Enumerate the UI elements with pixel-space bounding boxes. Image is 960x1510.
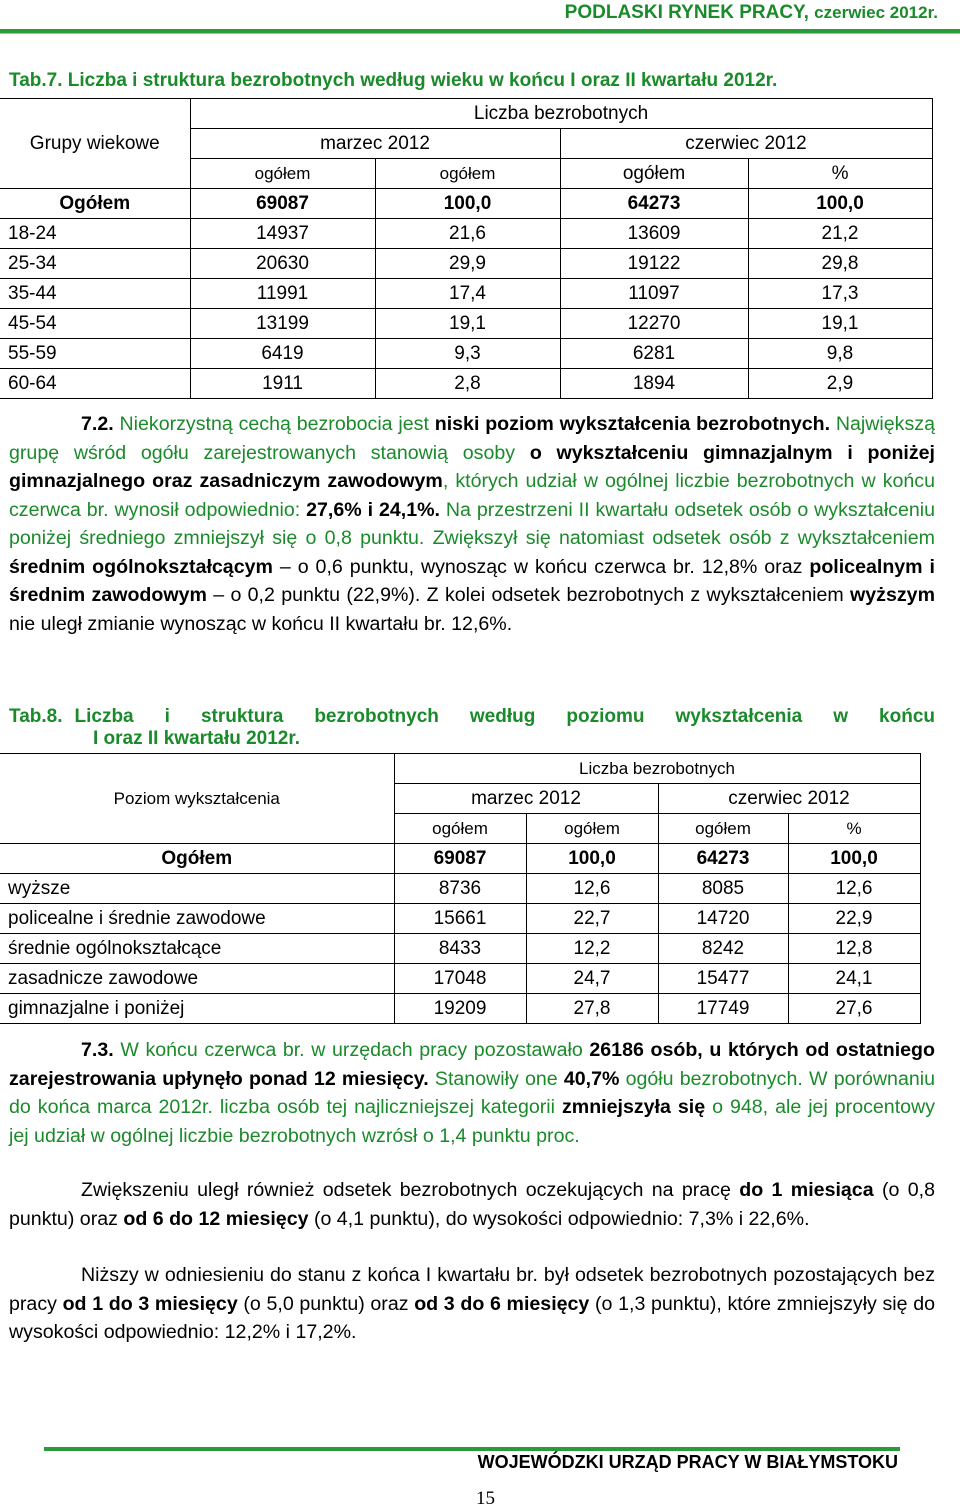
table-row-label: zasadnicze zawodowe xyxy=(0,964,394,994)
table7-total-row xyxy=(0,189,932,219)
table-cell: 69087 xyxy=(394,844,526,874)
table7-col-group: Grupy wiekowe xyxy=(0,129,190,159)
table-cell: 12270 xyxy=(560,309,748,339)
text-run: Największą grupę wśród ogółu zarejestrowanych stanowią osoby xyxy=(9,413,935,464)
table-cell: 64273 xyxy=(560,189,748,219)
table-cell: 22,7 xyxy=(526,904,658,934)
bold-run: od 1 do 3 miesięcy xyxy=(62,1292,238,1315)
paragraph-duration-increase xyxy=(9,1176,935,1233)
table-cell: 9,8 xyxy=(748,339,932,369)
table-row-label: średnie ogólnokształcące xyxy=(0,934,394,964)
table-cell: 69087 xyxy=(190,189,375,219)
table-cell: 17,4 xyxy=(375,279,560,309)
table-row xyxy=(0,369,932,399)
paragraph-duration-decrease xyxy=(9,1261,935,1347)
section-number: 7.2. xyxy=(81,413,114,435)
table-row-label: 18-24 xyxy=(0,219,190,249)
table8-education-levels xyxy=(0,753,921,1024)
table7-corner xyxy=(0,99,190,129)
table-row xyxy=(0,339,932,369)
table7-age-groups xyxy=(0,98,933,399)
table-cell: 24,7 xyxy=(526,964,658,994)
table-cell: 21,2 xyxy=(748,219,932,249)
table-row xyxy=(0,309,932,339)
table8-subheader: ogółem xyxy=(658,814,788,844)
table-cell: 15477 xyxy=(658,964,788,994)
table-cell: 6281 xyxy=(560,339,748,369)
table-row-label: 55-59 xyxy=(0,339,190,369)
table-cell: 19,1 xyxy=(748,309,932,339)
table-row-label: Ogółem xyxy=(0,189,190,219)
footer-org: WOJEWÓDZKI URZĄD PRACY W BIAŁYMSTOKU xyxy=(477,1452,898,1472)
table-row xyxy=(0,249,932,279)
table-cell: 100,0 xyxy=(375,189,560,219)
table8-period1: marzec 2012 xyxy=(394,784,658,814)
paragraph-7-3 xyxy=(9,1036,935,1150)
table7-caption: Tab.7. Liczba i struktura bezrobotnych według wieku w końcu I oraz II kwartału 2012r. xyxy=(9,70,778,91)
table8-subheader-blank xyxy=(0,814,394,844)
table7-top-header: Liczba bezrobotnych xyxy=(190,99,932,129)
table7-period2: czerwiec 2012 xyxy=(560,129,932,159)
table-cell: 13199 xyxy=(190,309,375,339)
text-run: Niższy w odniesieniu do stanu z końca I kwartału br. był odsetek bezrobotnych pozostających bez pracy xyxy=(9,1264,935,1315)
bold-run: średnim ogólnokształcącym xyxy=(9,555,273,578)
bold-run: do 1 miesiąca xyxy=(739,1179,874,1201)
table-cell: 17,3 xyxy=(748,279,932,309)
table-cell: 17048 xyxy=(394,964,526,994)
table-cell: 29,9 xyxy=(375,249,560,279)
table8-top-header: Liczba bezrobotnych xyxy=(394,754,920,784)
text-run: Niekorzystną cechą bezrobocia jest xyxy=(113,413,435,435)
text-run: (o 1,3 punktu), które zmniejszyły się do wysokości odpowiednio: 12,2% i 17,2%. xyxy=(9,1292,936,1343)
bold-run: od 3 do 6 miesięcy xyxy=(414,1292,590,1315)
table7-period1: marzec 2012 xyxy=(190,129,560,159)
text-run: – o 0,6 punktu, wynosząc w końcu czerwca br. 12,8% oraz xyxy=(272,555,810,578)
table-row xyxy=(0,874,920,904)
table-cell: 29,8 xyxy=(748,249,932,279)
table-row-label: wyższe xyxy=(0,874,394,904)
text-run: – o 0,2 punktu (22,9%). Z kolei odsetek bezrobotnych z wykształceniem xyxy=(206,584,851,606)
text-run: Stanowiły one xyxy=(428,1067,564,1090)
text-run: , których udział w ogólnej liczbie bezrobotnych w końcu czerwca br. wynosił odpowiednio: xyxy=(9,470,935,521)
table-cell: 24,1 xyxy=(788,964,920,994)
table-cell: 1911 xyxy=(190,369,375,399)
table-row-label: gimnazjalne i poniżej xyxy=(0,994,394,1024)
bold-run: zmniejszyła się xyxy=(561,1096,706,1118)
table-cell: 9,3 xyxy=(375,339,560,369)
table8-period2: czerwiec 2012 xyxy=(658,784,920,814)
table-cell: 64273 xyxy=(658,844,788,874)
text-run: nie uległ zmianie wynosząc w końcu II kwartału br. 12,6%. xyxy=(9,612,513,635)
table-row-label: 45-54 xyxy=(0,309,190,339)
bold-run: od 6 do 12 miesięcy xyxy=(123,1207,309,1230)
table-cell: 21,6 xyxy=(375,219,560,249)
table-cell: 27,6 xyxy=(788,994,920,1024)
table-cell: 1894 xyxy=(560,369,748,399)
table-row xyxy=(0,994,920,1024)
table8-subheader: ogółem xyxy=(394,814,526,844)
table8-subheader: ogółem xyxy=(526,814,658,844)
text-run: ogółu bezrobotnych. W porównaniu do końca marca 2012r. liczba osób tej najliczniejszej kategorii xyxy=(9,1067,936,1118)
table-row xyxy=(0,219,932,249)
table-cell: 19122 xyxy=(560,249,748,279)
table8-caption-line1: Liczba i struktura bezrobotnych według poziomu wykształcenia w końcu xyxy=(74,706,935,727)
table-cell: 11097 xyxy=(560,279,748,309)
table-cell: 2,8 xyxy=(375,369,560,399)
header-divider xyxy=(0,29,960,34)
header-date: czerwiec 2012r. xyxy=(814,3,938,22)
table-row xyxy=(0,964,920,994)
table-cell: 19209 xyxy=(394,994,526,1024)
table-cell: 100,0 xyxy=(788,844,920,874)
text-run: Na przestrzeni II kwartału odsetek osób o wykształceniu poniżej średniego zmniejszył się o 0,8 punktu. Zwiększył się natomiast odsetek osób z wykształceniem xyxy=(9,498,936,549)
table-cell: 17749 xyxy=(658,994,788,1024)
table-cell: 14937 xyxy=(190,219,375,249)
table-cell: 13609 xyxy=(560,219,748,249)
table-row xyxy=(0,279,932,309)
table8-caption-num: Tab.8. xyxy=(9,706,63,727)
text-run: Zwiększeniu uległ również odsetek bezrobotnych oczekujących na pracę xyxy=(81,1179,740,1201)
table-cell: 22,9 xyxy=(788,904,920,934)
bold-run: 26186 osób, u których od ostatniego zarejestrowania upłynęło ponad 12 miesięcy. xyxy=(9,1039,935,1090)
table-cell: 20630 xyxy=(190,249,375,279)
table8-subheader: % xyxy=(788,814,920,844)
table-cell: 27,8 xyxy=(526,994,658,1024)
table7-subheader: ogółem xyxy=(190,159,375,189)
table7-subheader: ogółem xyxy=(375,159,560,189)
section-number: 7.3. xyxy=(81,1039,114,1061)
table-cell: 100,0 xyxy=(526,844,658,874)
text-run: (o 5,0 punktu) oraz xyxy=(237,1292,415,1315)
table-cell: 15661 xyxy=(394,904,526,934)
table-cell: 12,2 xyxy=(526,934,658,964)
table-cell: 12,8 xyxy=(788,934,920,964)
table-cell: 8736 xyxy=(394,874,526,904)
table8-caption-line2: I oraz II kwartału 2012r. xyxy=(93,728,300,749)
table8-total-row xyxy=(0,844,920,874)
bold-run: policealnym i średnim zawodowym xyxy=(9,555,935,606)
paragraph-7-2 xyxy=(9,410,935,638)
bold-run: wyższym xyxy=(850,584,935,606)
table-cell: 2,9 xyxy=(748,369,932,399)
footer-divider xyxy=(44,1447,900,1451)
text-run: (o 4,1 punktu), do wysokości odpowiednio: 7,3% i 22,6%. xyxy=(308,1207,810,1230)
table-cell: 8242 xyxy=(658,934,788,964)
table-cell: 19,1 xyxy=(375,309,560,339)
table7-subheader: ogółem xyxy=(560,159,748,189)
page-number: 15 xyxy=(476,1488,495,1509)
bold-run: 27,6% i 24,1%. xyxy=(306,498,440,521)
table-cell: 8433 xyxy=(394,934,526,964)
page-header xyxy=(565,2,938,24)
table8-col-group: Poziom wykształcenia xyxy=(0,784,394,814)
header-title: PODLASKI RYNEK PRACY, xyxy=(564,2,809,23)
table-row-label: 35-44 xyxy=(0,279,190,309)
table7-subheader: % xyxy=(748,159,932,189)
table-cell: 100,0 xyxy=(748,189,932,219)
table-cell: 12,6 xyxy=(526,874,658,904)
table7-subheader-blank xyxy=(0,159,190,189)
text-run: o 948, ale jej procentowy jej udział w ogólnej liczbie bezrobotnych wzrósł o 1,4 punktu proc. xyxy=(9,1096,935,1147)
table-row-label: Ogółem xyxy=(0,844,394,874)
table-cell: 14720 xyxy=(658,904,788,934)
table-row-label: 25-34 xyxy=(0,249,190,279)
table-row xyxy=(0,934,920,964)
table-row xyxy=(0,904,920,934)
table-cell: 6419 xyxy=(190,339,375,369)
table-cell: 11991 xyxy=(190,279,375,309)
table8-corner xyxy=(0,754,394,784)
table8-caption xyxy=(9,706,935,750)
table-row-label: policealne i średnie zawodowe xyxy=(0,904,394,934)
bold-run: 40,7% xyxy=(563,1067,620,1090)
bold-run: o wykształceniu gimnazjalnym i poniżej gimnazjalnego oraz zasadniczym zawodowym xyxy=(9,441,935,492)
table-cell: 8085 xyxy=(658,874,788,904)
table-row-label: 60-64 xyxy=(0,369,190,399)
text-run: W końcu czerwca br. w urzędach pracy pozostawało xyxy=(113,1039,590,1061)
table-cell: 12,6 xyxy=(788,874,920,904)
text-run: (o 0,8 punktu) oraz xyxy=(9,1179,935,1230)
bold-run: niski poziom wykształcenia bezrobotnych. xyxy=(434,413,831,435)
